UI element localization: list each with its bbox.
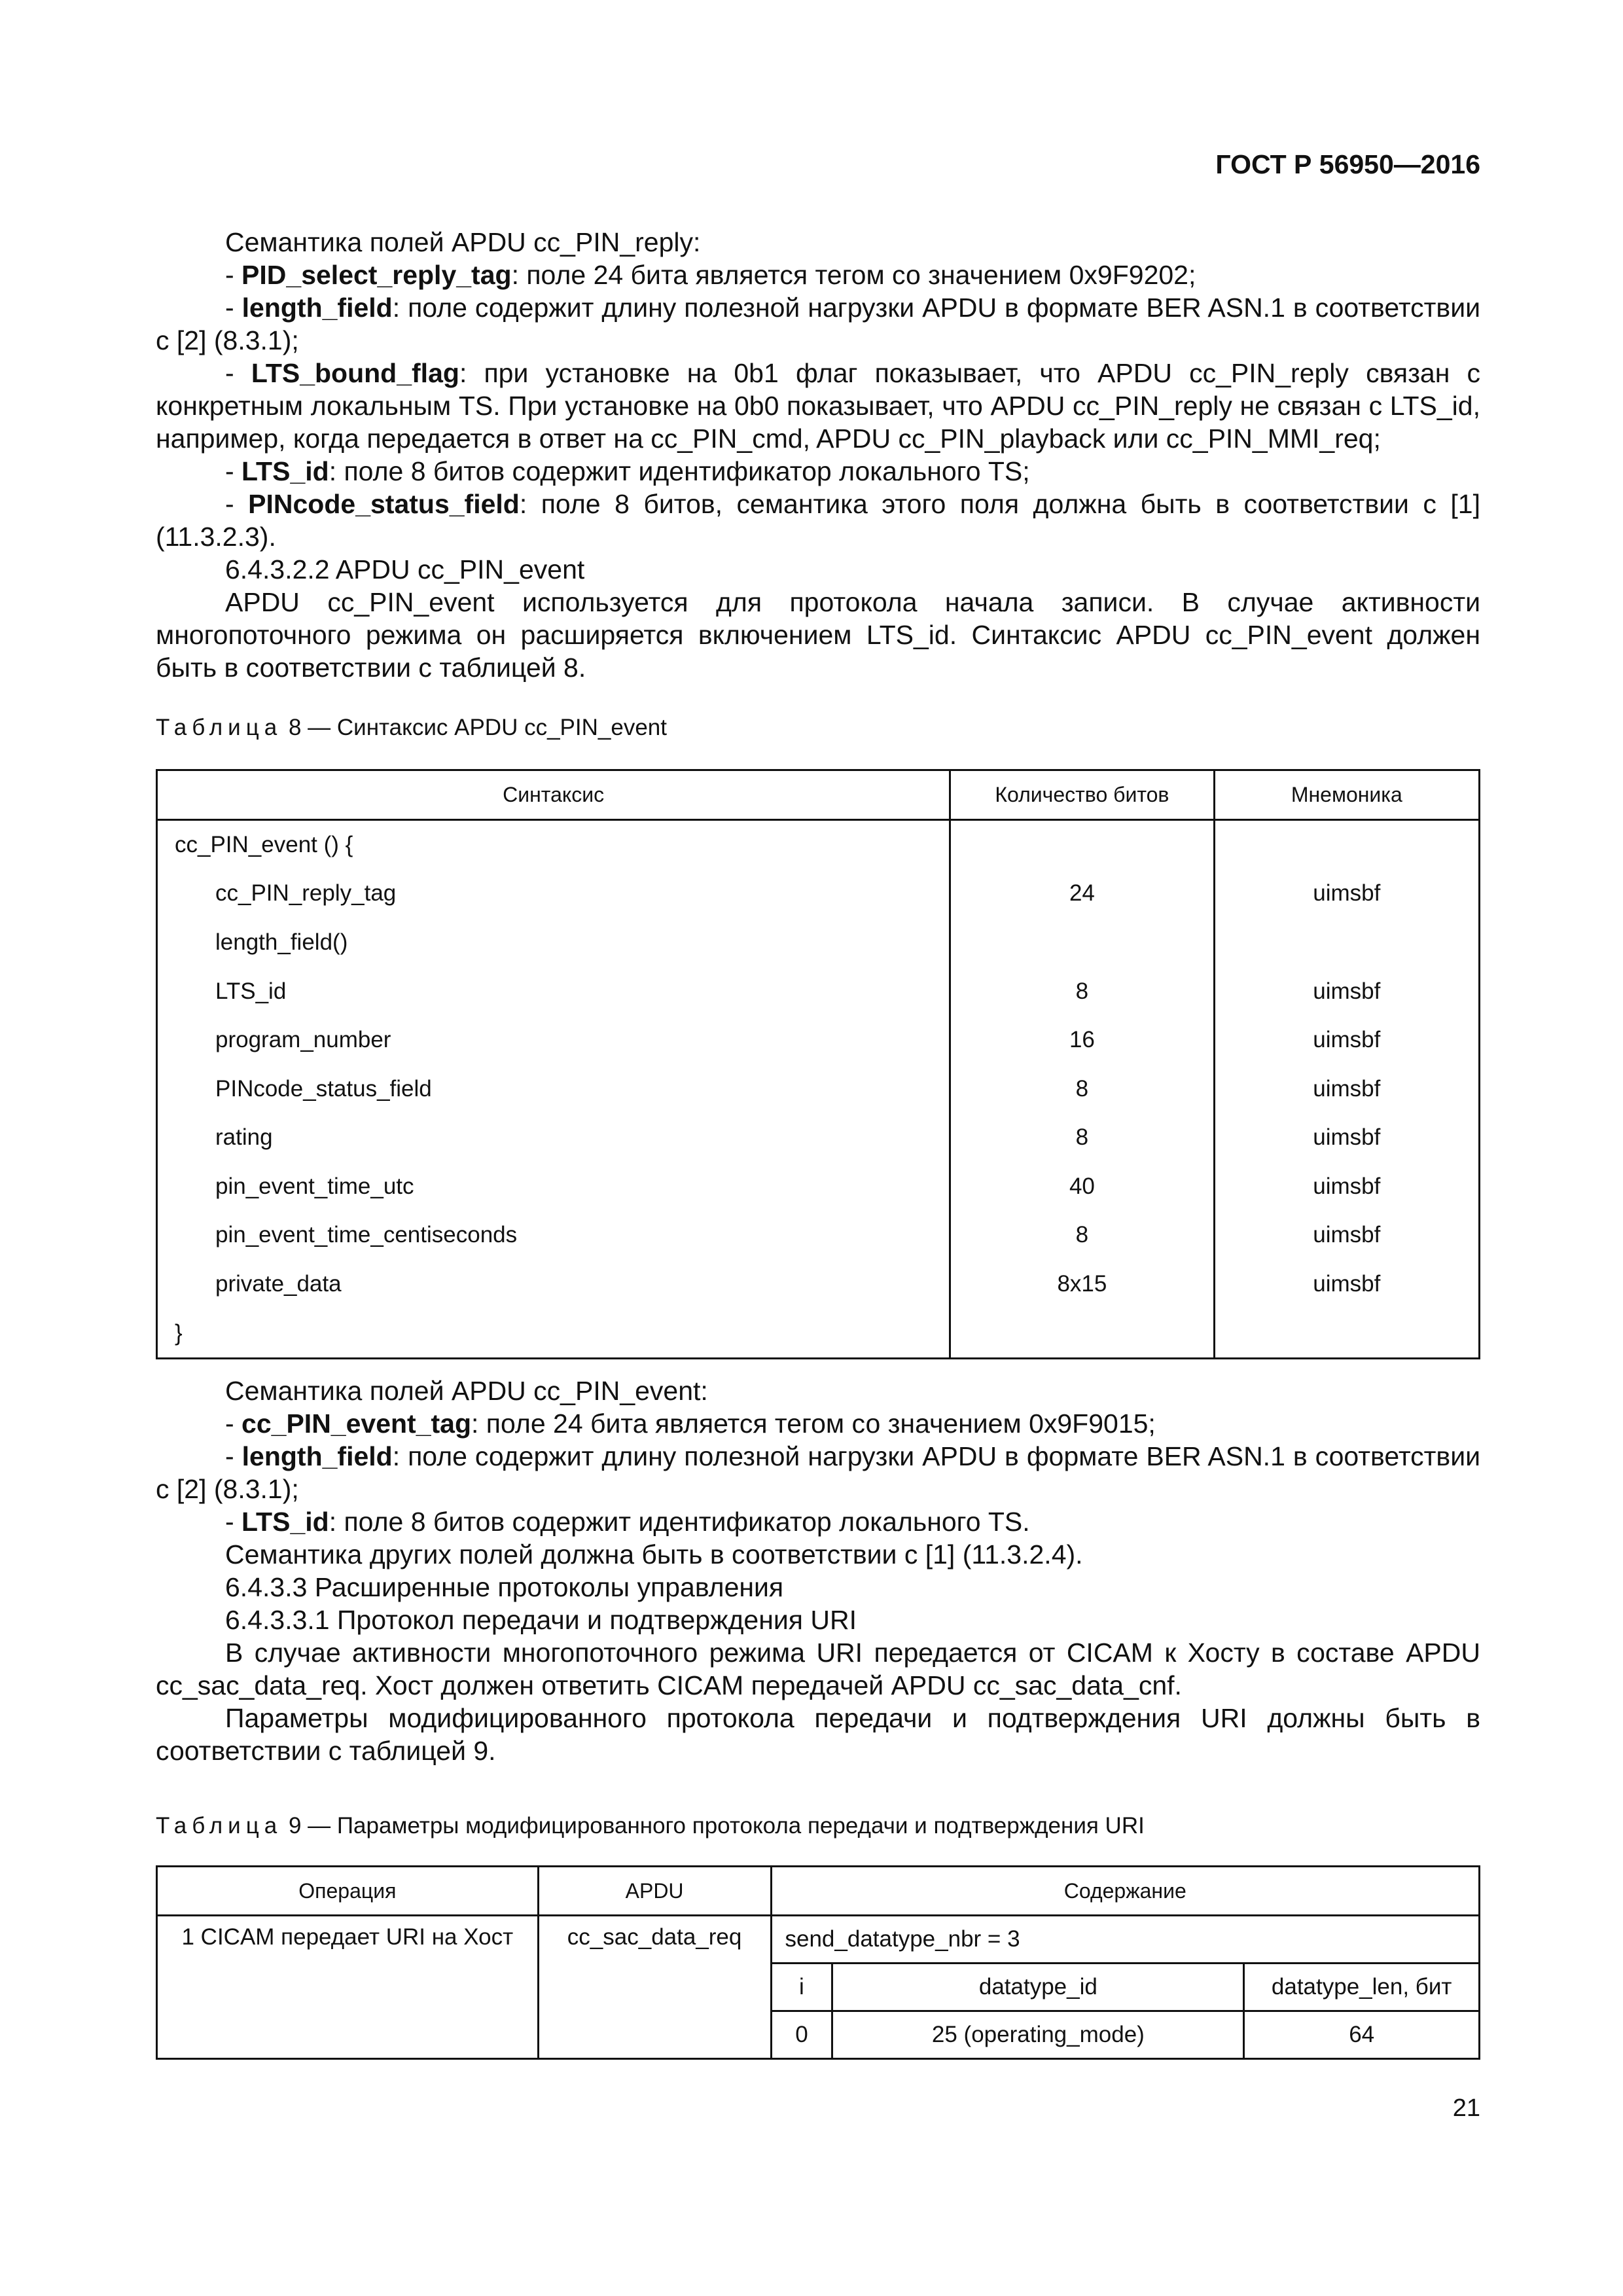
table-row (157, 1916, 1480, 1964)
sub-cell: 25 (operating_mode) (832, 2011, 1244, 2059)
table-row (157, 1211, 1480, 1260)
bits-cell: 16 (950, 1016, 1214, 1065)
section-heading: 6.4.3.3.1 Протокол передачи и подтверждения URI (225, 1605, 857, 1635)
sub-cell: 0 (771, 2011, 832, 2059)
bits-cell: 8 (950, 967, 1214, 1016)
list-item: - LTS_bound_flag: при установке на 0b1 флаг показывает, что APDU cc_PIN_reply связан с конкретным локальным TS. При установке на 0b0 показывает, что APDU cc_PIN_reply не связан с LTS_id, например, когда передается в ответ на cc_PIN_cmd, APDU cc_PIN_playback или cc_PIN_MMI_req; (156, 358, 1480, 454)
bits-cell: 8 (950, 1113, 1214, 1162)
syntax-cell: cc_PIN_reply_tag (157, 869, 950, 918)
operation-cell: 1 CICAM передает URI на Хост (157, 1916, 539, 2059)
table-row (157, 918, 1480, 967)
table-row (157, 1162, 1480, 1211)
term: length_field (241, 293, 393, 323)
list-item: - length_field: поле содержит длину полезной нагрузки APDU в формате BER ASN.1 в соответствии с [2] (8.3.1); (156, 293, 1480, 355)
sub-cell: 64 (1244, 2011, 1480, 2059)
syntax-cell: rating (157, 1113, 950, 1162)
intro-paragraph: Семантика полей APDU cc_PIN_reply: (225, 227, 701, 257)
table-row (157, 1064, 1480, 1113)
term: LTS_id (241, 456, 329, 486)
syntax-cell: pin_event_time_centiseconds (157, 1211, 950, 1260)
paragraph: В случае активности многопоточного режима URI передается от CICAM к Хосту в составе APDU cc_sac_data_req. Хост должен ответить CICAM передачей APDU cc_sac_data_cnf. (156, 1638, 1480, 1700)
syntax-cell: pin_event_time_utc (157, 1162, 950, 1211)
mnemonic-cell: uimsbf (1214, 967, 1479, 1016)
list-item: - PID_select_reply_tag: поле 24 бита является тегом со значением 0x9F9202; (225, 260, 1196, 290)
syntax-cell: PINcode_status_field (157, 1064, 950, 1113)
table-header-row (157, 770, 1480, 820)
bits-cell: 24 (950, 869, 1214, 918)
table-header: Синтаксис (157, 770, 950, 820)
table-row (157, 819, 1480, 869)
section-cc-pin-event-semantics (156, 1374, 1480, 1767)
syntax-cell: program_number (157, 1016, 950, 1065)
table-row (157, 967, 1480, 1016)
bits-cell: 8x15 (950, 1260, 1214, 1309)
term: cc_PIN_event_tag (241, 1408, 472, 1439)
table-row (157, 1113, 1480, 1162)
mnemonic-cell: uimsbf (1214, 1113, 1479, 1162)
table8-caption: Таблица 8 — Синтаксис APDU cc_PIN_event (156, 715, 667, 740)
section-heading: 6.4.3.2.2 APDU cc_PIN_event (225, 554, 585, 584)
table-row (157, 1308, 1480, 1358)
table-header: Мнемоника (1214, 770, 1479, 820)
table-row (157, 1260, 1480, 1309)
term: LTS_bound_flag (251, 358, 459, 388)
table-header: APDU (538, 1867, 771, 1916)
list-item: - length_field: поле содержит длину полезной нагрузки APDU в формате BER ASN.1 в соответствии с [2] (8.3.1); (156, 1441, 1480, 1504)
mnemonic-cell (1214, 918, 1479, 967)
term: length_field (241, 1441, 393, 1471)
table-row (157, 1016, 1480, 1065)
page-number: 21 (1452, 2094, 1480, 2122)
sub-header: datatype_id (832, 1964, 1244, 2011)
list-item: - LTS_id: поле 8 битов содержит идентификатор локального TS. (225, 1507, 1030, 1537)
table-header: Содержание (771, 1867, 1480, 1916)
table9 (156, 1865, 1480, 2060)
syntax-cell: private_data (157, 1260, 950, 1309)
section-heading: 6.4.3.3 Расширенные протоколы управления (225, 1572, 784, 1602)
bits-cell: 8 (950, 1064, 1214, 1113)
mnemonic-cell: uimsbf (1214, 1211, 1479, 1260)
term: LTS_id (241, 1507, 329, 1537)
bits-cell: 40 (950, 1162, 1214, 1211)
bits-cell (950, 918, 1214, 967)
section-cc-pin-reply-semantics (156, 226, 1480, 684)
table9-caption: Таблица 9 — Параметры модифицированного протокола передачи и подтверждения URI (156, 1813, 1145, 1839)
sub-header: i (771, 1964, 832, 2011)
table-header: Операция (157, 1867, 539, 1916)
paragraph: Параметры модифицированного протокола передачи и подтверждения URI должны быть в соответствии с таблицей 9. (156, 1703, 1480, 1766)
mnemonic-cell: uimsbf (1214, 1064, 1479, 1113)
paragraph: Семантика других полей должна быть в соответствии с [1] (11.3.2.4). (225, 1539, 1083, 1570)
syntax-cell: LTS_id (157, 967, 950, 1016)
syntax-cell: } (157, 1308, 950, 1358)
mnemonic-cell: uimsbf (1214, 1162, 1479, 1211)
term: PID_select_reply_tag (241, 260, 512, 290)
table8 (156, 769, 1480, 1359)
apdu-cell: cc_sac_data_req (538, 1916, 771, 2059)
table-header-row (157, 1867, 1480, 1916)
list-item: - cc_PIN_event_tag: поле 24 бита является тегом со значением 0x9F9015; (225, 1408, 1156, 1439)
table-row (157, 869, 1480, 918)
sub-header: datatype_len, бит (1244, 1964, 1480, 2011)
mnemonic-cell: uimsbf (1214, 1016, 1479, 1065)
document-id: ГОСТ Р 56950—2016 (1215, 149, 1480, 179)
list-item: - LTS_id: поле 8 битов содержит идентификатор локального TS; (225, 456, 1030, 486)
bits-cell: 8 (950, 1211, 1214, 1260)
intro-paragraph: Семантика полей APDU cc_PIN_event: (225, 1376, 708, 1406)
term: PINcode_status_field (248, 489, 520, 519)
table-header: Количество битов (950, 770, 1214, 820)
mnemonic-cell: uimsbf (1214, 869, 1479, 918)
paragraph: APDU cc_PIN_event используется для протокола начала записи. В случае активности многопоточного режима он расширяется включением LTS_id. Синтаксис APDU cc_PIN_event должен быть в соответствии с таблицей 8. (156, 587, 1480, 683)
content-cell: send_datatype_nbr = 3 (771, 1916, 1480, 1964)
mnemonic-cell: uimsbf (1214, 1260, 1479, 1309)
list-item: - PINcode_status_field: поле 8 битов, семантика этого поля должна быть в соответствии с [1] (11.3.2.3). (156, 489, 1480, 552)
syntax-cell: cc_PIN_event () { (157, 819, 950, 869)
syntax-cell: length_field() (157, 918, 950, 967)
